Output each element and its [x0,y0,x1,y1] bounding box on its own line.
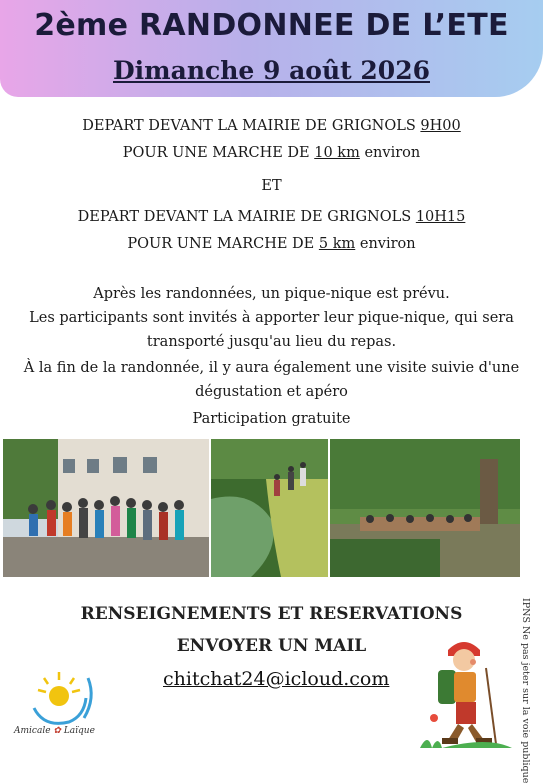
info-line: Après les randonnées, un pique-nique est prévu. [93,286,450,302]
contact-email-link[interactable]: chitchat24@icloud.com [163,668,390,690]
picnic-photo [330,439,520,577]
departure-2-time: 10H15 [415,209,466,225]
trail-photo [211,439,328,577]
departure-2-distance-line: POUR UNE MARCHE DE 5 km environ [127,236,416,252]
departure-1-distance: 10 km [314,145,360,161]
contact-subheading: ENVOYER UN MAIL [176,636,367,656]
page-title: 2ème RANDONNEE DE L’ETE [34,8,509,43]
group-photo [3,439,209,577]
info-line: Les participants sont invités à apporter leur pique-nique, qui sera [29,310,514,326]
sun-logo-icon [14,668,104,730]
logo-text-left: Amicale [14,726,51,736]
contact-heading: RENSEIGNEMENTS ET RESERVATIONS [80,604,463,624]
logo-text-right: Laïque [63,726,95,736]
ipns-note: IPNS Ne pas jeter sur la voie publique [520,598,531,783]
departure-1-line: DEPART DEVANT LA MAIRIE DE GRIGNOLS 9H00 [82,118,461,134]
departure-1-time: 9H00 [420,118,461,134]
info-line: Participation gratuite [192,411,351,427]
departure-2-distance: 5 km [318,236,356,252]
hiker-illustration-icon [418,636,514,751]
separator-text: ET [261,178,282,194]
info-line: À la fin de la randonnée, il y aura également une visite suivie d'une [23,360,520,376]
departure-1-distance-line: POUR UNE MARCHE DE 10 km environ [122,145,421,161]
departure-2-line: DEPART DEVANT LA MAIRIE DE GRIGNOLS 10H15 [77,209,466,225]
info-line: transporté jusqu'au lieu du repas. [146,334,397,350]
event-date: Dimanche 9 août 2026 [113,56,430,85]
info-line: dégustation et apéro [195,384,348,400]
amicale-laique-logo: Amicale ✿ Laïque [14,668,104,748]
